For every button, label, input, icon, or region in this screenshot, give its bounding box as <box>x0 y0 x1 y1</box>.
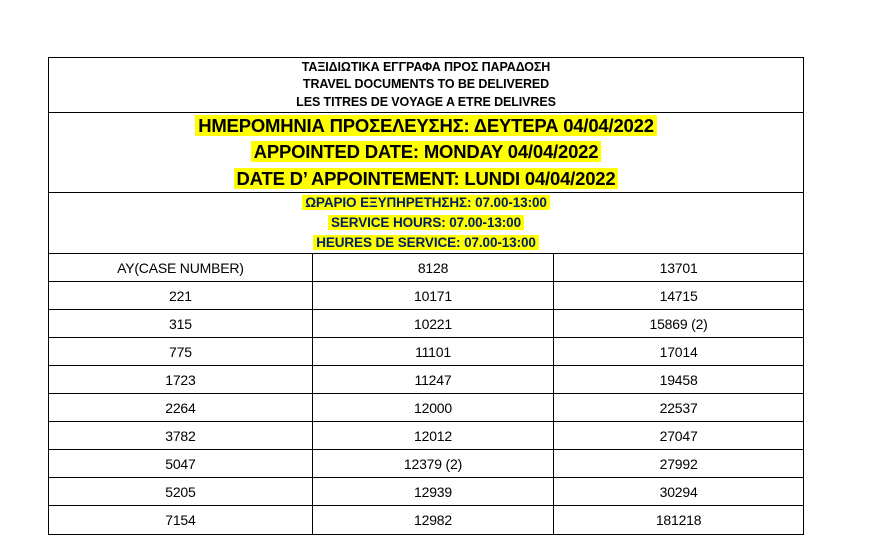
table-row <box>49 394 803 422</box>
table-row <box>49 366 803 394</box>
case-cell: 181218 <box>554 506 803 534</box>
case-cell: 17014 <box>554 338 803 366</box>
table-row <box>49 254 803 282</box>
case-cell: 12379 (2) <box>312 450 553 478</box>
case-cell: 15869 (2) <box>554 310 803 338</box>
table-row <box>49 422 803 450</box>
appointment-date-english <box>49 139 803 165</box>
case-cell: 775 <box>49 338 312 366</box>
highlighted-text: DATE D’ APPOINTEMENT: LUNDI 04/04/2022 <box>234 168 619 189</box>
case-number-table <box>49 253 803 534</box>
appointment-date-block <box>49 112 803 192</box>
highlighted-text: HEURES DE SERVICE: 07.00-13:00 <box>313 235 539 250</box>
table-row <box>49 282 803 310</box>
title-line-french: LES TITRES DE VOYAGE A ETRE DELIVRES <box>296 94 556 109</box>
case-cell: 12982 <box>312 506 553 534</box>
table-row <box>49 478 803 506</box>
service-hours-english <box>49 213 803 233</box>
highlighted-text: ΗΜΕΡΟΜΗΝΙΑ ΠΡΟΣΕΛΕΥΣΗΣ: ΔΕΥΤΕΡΑ 04/04/2022 <box>195 115 657 136</box>
case-cell: 221 <box>49 282 312 310</box>
case-cell: 27047 <box>554 422 803 450</box>
table-row <box>49 450 803 478</box>
highlighted-text: ΩΡΑΡΙΟ ΕΞΥΠΗΡΕΤΗΣΗΣ: 07.00-13:00 <box>302 195 550 210</box>
case-cell: 11101 <box>312 338 553 366</box>
table-row <box>49 506 803 534</box>
title-block <box>49 58 803 112</box>
table-row <box>49 310 803 338</box>
travel-documents-table <box>48 57 804 535</box>
case-cell: 1723 <box>49 366 312 394</box>
table-row <box>49 338 803 366</box>
case-cell: 12000 <box>312 394 553 422</box>
case-cell: 11247 <box>312 366 553 394</box>
case-cell: 12939 <box>312 478 553 506</box>
service-hours-french <box>49 233 803 253</box>
service-hours-greek <box>49 193 803 213</box>
service-hours-block <box>49 192 803 253</box>
title-line-greek: ΤΑΞΙΔΙΩΤΙΚΑ ΕΓΓΡΑΦΑ ΠΡΟΣ ΠΑΡΑΔΟΣΗ <box>301 59 551 74</box>
case-cell: 13701 <box>554 254 803 282</box>
case-number-header-cell: AY(CASE NUMBER) <box>49 254 312 282</box>
case-cell: 10171 <box>312 282 553 310</box>
case-cell: 10221 <box>312 310 553 338</box>
appointment-date-french <box>49 166 803 192</box>
case-cell: 19458 <box>554 366 803 394</box>
case-cell: 27992 <box>554 450 803 478</box>
case-cell: 3782 <box>49 422 312 450</box>
appointment-date-greek <box>49 113 803 139</box>
case-cell: 5047 <box>49 450 312 478</box>
case-cell: 2264 <box>49 394 312 422</box>
case-cell: 315 <box>49 310 312 338</box>
case-cell: 12012 <box>312 422 553 450</box>
case-cell: 7154 <box>49 506 312 534</box>
highlighted-text: APPOINTED DATE: MONDAY 04/04/2022 <box>251 141 602 162</box>
case-cell: 30294 <box>554 478 803 506</box>
case-cell: 8128 <box>312 254 553 282</box>
case-cell: 5205 <box>49 478 312 506</box>
case-cell: 22537 <box>554 394 803 422</box>
highlighted-text: SERVICE HOURS: 07.00-13:00 <box>328 215 524 230</box>
title-line-english: TRAVEL DOCUMENTS TO BE DELIVERED <box>302 77 550 92</box>
case-cell: 14715 <box>554 282 803 310</box>
